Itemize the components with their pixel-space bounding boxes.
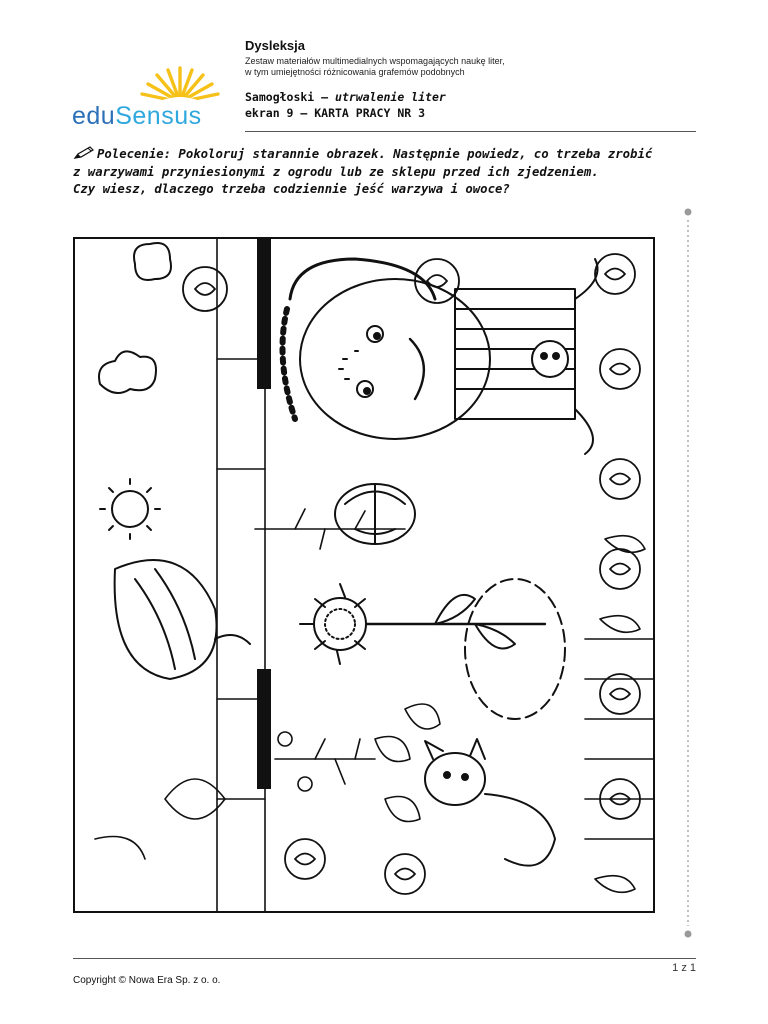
header-subtitle (245, 56, 705, 78)
header-subtitle-line-2: w tym umiejętności różnicowania grafemów podobnych (245, 67, 465, 77)
lesson-name-plain: Samogłoski – (245, 90, 329, 104)
header-divider (245, 131, 696, 132)
logo-text-edu: edu (72, 102, 116, 130)
copyright: Copyright © Nowa Era Sp. z o. o. (73, 975, 221, 986)
plant-icon (255, 509, 405, 791)
leaf-icon (95, 536, 645, 893)
instruction-line-1 (73, 146, 713, 164)
logo-text-sensus: Sensus (115, 102, 202, 130)
child-icon (283, 259, 598, 454)
edusensus-logo (70, 62, 240, 132)
header-subtitle-line-1: Zestaw materiałów multimedialnych wspomagających naukę liter, (245, 56, 505, 66)
pumpkin-icon (335, 484, 415, 544)
sun-icon (100, 479, 160, 539)
instruction-line-2: z warzywami przyniesionymi z ogrodu lub ze sklepu przed ich zjedzeniem. (73, 164, 599, 179)
lesson-name-italic: utrwalenie liter (335, 90, 446, 104)
logo-wordmark (72, 102, 202, 131)
footer-divider (73, 958, 696, 959)
coloring-picture (73, 237, 655, 913)
lesson-name (245, 90, 705, 104)
sunflower-icon (300, 584, 545, 664)
header-title: Dysleksja (245, 38, 305, 53)
screen-label: ekran 9 – KARTA PRACY NR 3 (245, 106, 426, 120)
page-number: 1 z 1 (672, 962, 696, 974)
sun-logo-icon (130, 62, 230, 107)
worksheet-header (245, 38, 705, 120)
side-ruler (684, 208, 692, 938)
garden-illustration (75, 239, 653, 911)
instruction (73, 146, 713, 199)
instruction-line-3: Czy wiesz, dlaczego trzeba codziennie jeść warzywa i owoce? (73, 182, 510, 196)
cabbage-icon (115, 560, 250, 679)
cloud-icon (99, 351, 156, 393)
pencil-icon (73, 146, 95, 160)
stone-path-icon (465, 579, 565, 719)
cloud-icon (134, 243, 171, 280)
instruction-line-1-text: Polecenie: Pokoloruj starannie obrazek. Następnie powiedz, co trzeba zrobić (97, 147, 653, 161)
cat-icon (425, 739, 555, 866)
